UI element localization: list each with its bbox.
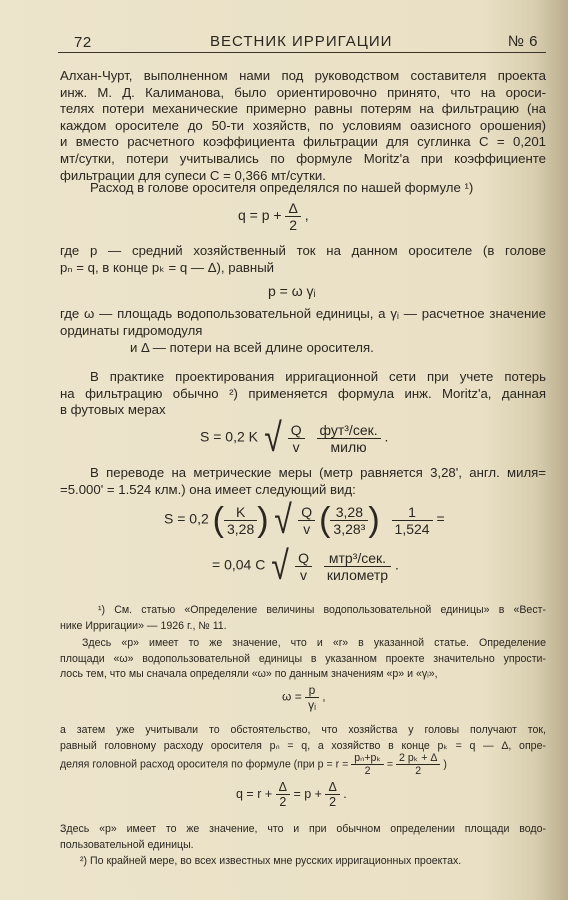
text-line: площади «ω» водопользовательной единицы в указанном проекте значительно упрости- [60,652,546,665]
text-line: =5.000' = 1.524 клм.) она имеет следующий вид: [60,481,356,497]
formula-q-r: q = r + $\frac{\Delta}{2}$ = p + $\frac{\Delta}{2}$ . [236,780,347,809]
paragraph-6 [60,369,546,419]
text-line: телях потери механические примерно равны потерям на фильтрацию (на [60,101,546,117]
issue-number: № 6 [507,33,538,50]
text-line: В практике проектирования ирригационной сети при учете потерь [90,369,546,384]
running-header [58,30,546,53]
text-line: на фильтрацию обычно ²) применяется формула инж. Moritz'a, данная [60,385,546,401]
text-line: инж. М. Д. Калиманова, было ориентировочно принято, что на ороси- [60,84,546,100]
text-line: пользовательной единицы. [60,838,194,851]
paragraph-5: и Δ — потери на всей длине оросителя. [130,340,374,355]
text-line: каждом оросителе до 50-ти хозяйств, по условиям оазисного орошения) [60,117,546,133]
text-line: где p — средний хозяйственный ток на данном оросителе (в голове [60,243,546,258]
footnote-1-end [60,822,546,853]
formula-moritz-metric: S = 0,2 ( $\frac{K}{3,28}$ ) √ $\frac{Q}{v}$ ( $\frac{3,28}{\text{3,28³}}$ ) $\frac{1}{1,524}$ = [164,498,445,542]
text-line: и вместо расчетного коэффициента фильтрации для суглинка C = 0,201 [60,134,546,150]
paragraph-4 [60,306,546,339]
text-line: Алхан-Чурт, выполненном нами под руководством составителя проекта [60,68,546,83]
paragraph-1 [60,68,546,184]
text-line: лось тем, что мы сначала определяли «ω» по данным значениям «p» и «γᵢ», [60,668,438,680]
text-line: равный головному расходу оросителя pₙ = q, а хозяйство в конце pₖ = q — Δ, опре- [60,739,546,752]
journal-title: ВЕСТНИК ИРРИГАЦИИ [210,33,393,50]
formula-moritz-feet: S = 0,2 K √ $\frac{Q}{v}$ $\frac{\text{фут³/сек.}}{\text{милю}}$ . [200,416,389,460]
text-line: В переводе на метрические меры (метр равняется 3,28', англ. миля= [90,465,546,480]
text-line: мт/сутки, потери учитывались по формуле Moritz'a при коэффициенте [60,150,546,166]
footnote-1-cont [60,723,546,754]
text-line: Здесь «p» имеет то же значение, что и «r» в указанной статье. Определение [82,637,546,649]
text-line: фильтрации для супеси C = 0,366 мт/сутки. [60,167,326,183]
page-number: 72 [74,34,92,51]
text-line: Здесь «p» имеет то же значение, что и при обычном определении площади водо- [60,823,546,835]
text-line: в футовых мерах [60,402,166,418]
footnote-2: ²) По крайней мере, во всех известных мне русских ирригационных проектах. [80,855,462,867]
footnote-1 [60,603,546,634]
text-line: ординаты гидромодуля [60,322,203,338]
formula-moritz-final: = 0,04 C √ $\frac{Q}{v}$ $\frac{\text{мтр³/сек.}}{\text{километр}}$ . [212,544,399,588]
footnote-1-formula-line: деляя головной расход оросителя по формуле (при p = r = $\frac{\text{pₙ+pₖ}}{2}$ = $\frac{\text{2 pₖ + Δ}}{2}$ ) [60,752,447,777]
formula-omega: ω = $\frac{p}{\text{γᵢ}}$ , [282,683,326,712]
paragraph-3 [60,243,546,276]
text-line: pₙ = q, в конце pₖ = q — Δ), равный [60,259,275,275]
text-line: а затем уже учитывали то обстоятельство, что хозяйства у головы получают ток, [60,724,546,736]
footnote-1-note [60,636,546,683]
paragraph-2: Расход в голове оросителя определялся по нашей формуле ¹) [90,180,474,195]
text-line: нике Ирригации» — 1926 г., № 11. [60,619,227,632]
formula-p: p = ω γᵢ [268,283,316,299]
text-line: ¹) См. статью «Определение величины водопользовательной единицы» в «Вест- [98,604,546,616]
formula-head-discharge: q = p + $\frac{\Delta}{2}$ , [238,200,309,233]
paragraph-7 [60,465,546,498]
text-line: где ω — площадь водопользовательной единицы, а γᵢ — расчетное значение [60,306,546,321]
